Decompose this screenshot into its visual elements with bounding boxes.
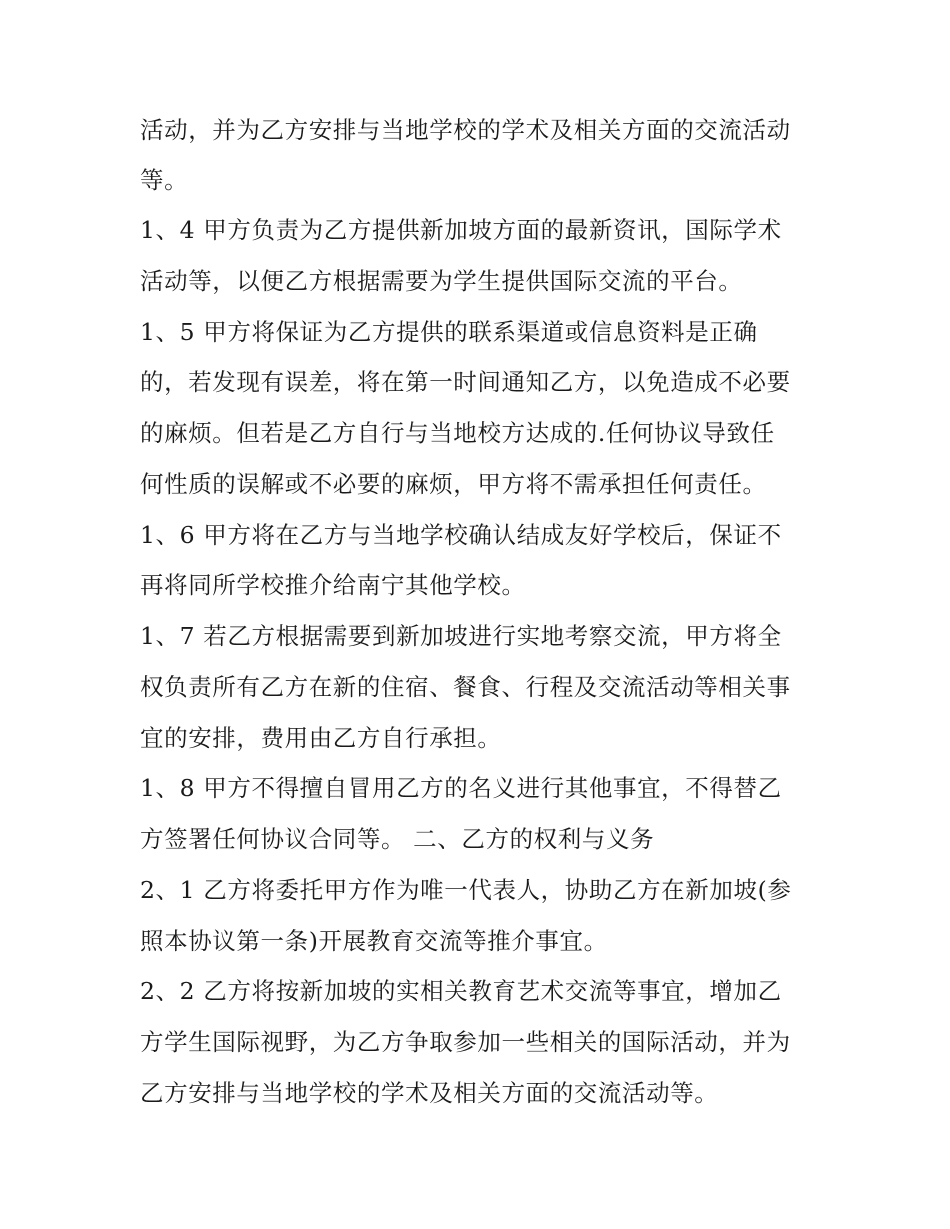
text-line: 1、5 甲方将保证为乙方提供的联系渠道或信息资料是正确	[140, 318, 758, 346]
text-line: 方签署任何协议合同等。 二、乙方的权利与义务	[140, 825, 655, 853]
text-line: 1、4 甲方负责为乙方提供新加坡方面的最新资讯，国际学术	[140, 216, 782, 244]
text-line: 乙方安排与当地学校的学术及相关方面的交流活动等。	[140, 1079, 719, 1107]
text-line: 1、7 若乙方根据需要到新加坡进行实地考察交流，甲方将全	[140, 622, 782, 650]
text-line: 照本协议第一条)开展教育交流等推介事宜。	[140, 927, 608, 955]
text-line: 的麻烦。但若是乙方自行与当地校方达成的.任何协议导致任	[140, 419, 775, 447]
text-line: 活动，并为乙方安排与当地学校的学术及相关方面的交流活动	[140, 116, 791, 144]
text-line: 等。	[140, 166, 189, 194]
text-line: 2、1 乙方将委托甲方作为唯一代表人，协助乙方在新加坡(参	[140, 876, 792, 904]
text-line: 何性质的误解或不必要的麻烦，甲方将不需承担任何责任。	[140, 470, 767, 498]
text-line: 1、8 甲方不得擅自冒用乙方的名义进行其他事宜，不得替乙	[140, 774, 782, 802]
text-line: 的，若发现有误差，将在第一时间通知乙方，以免造成不必要	[140, 368, 791, 396]
text-line: 权负责所有乙方在新的住宿、餐食、行程及交流活动等相关事	[140, 673, 791, 701]
text-line: 再将同所学校推介给南宁其他学校。	[140, 571, 526, 599]
text-line: 活动等，以便乙方根据需要为学生提供国际交流的平台。	[140, 267, 743, 295]
text-line: 2、2 乙方将按新加坡的实相关教育艺术交流等事宜，增加乙	[140, 977, 782, 1005]
text-line: 方学生国际视野，为乙方争取参加一些相关的国际活动，并为	[140, 1028, 791, 1056]
text-line: 宜的安排，费用由乙方自行承担。	[140, 724, 502, 752]
text-line: 1、6 甲方将在乙方与当地学校确认结成友好学校后，保证不	[140, 521, 782, 549]
